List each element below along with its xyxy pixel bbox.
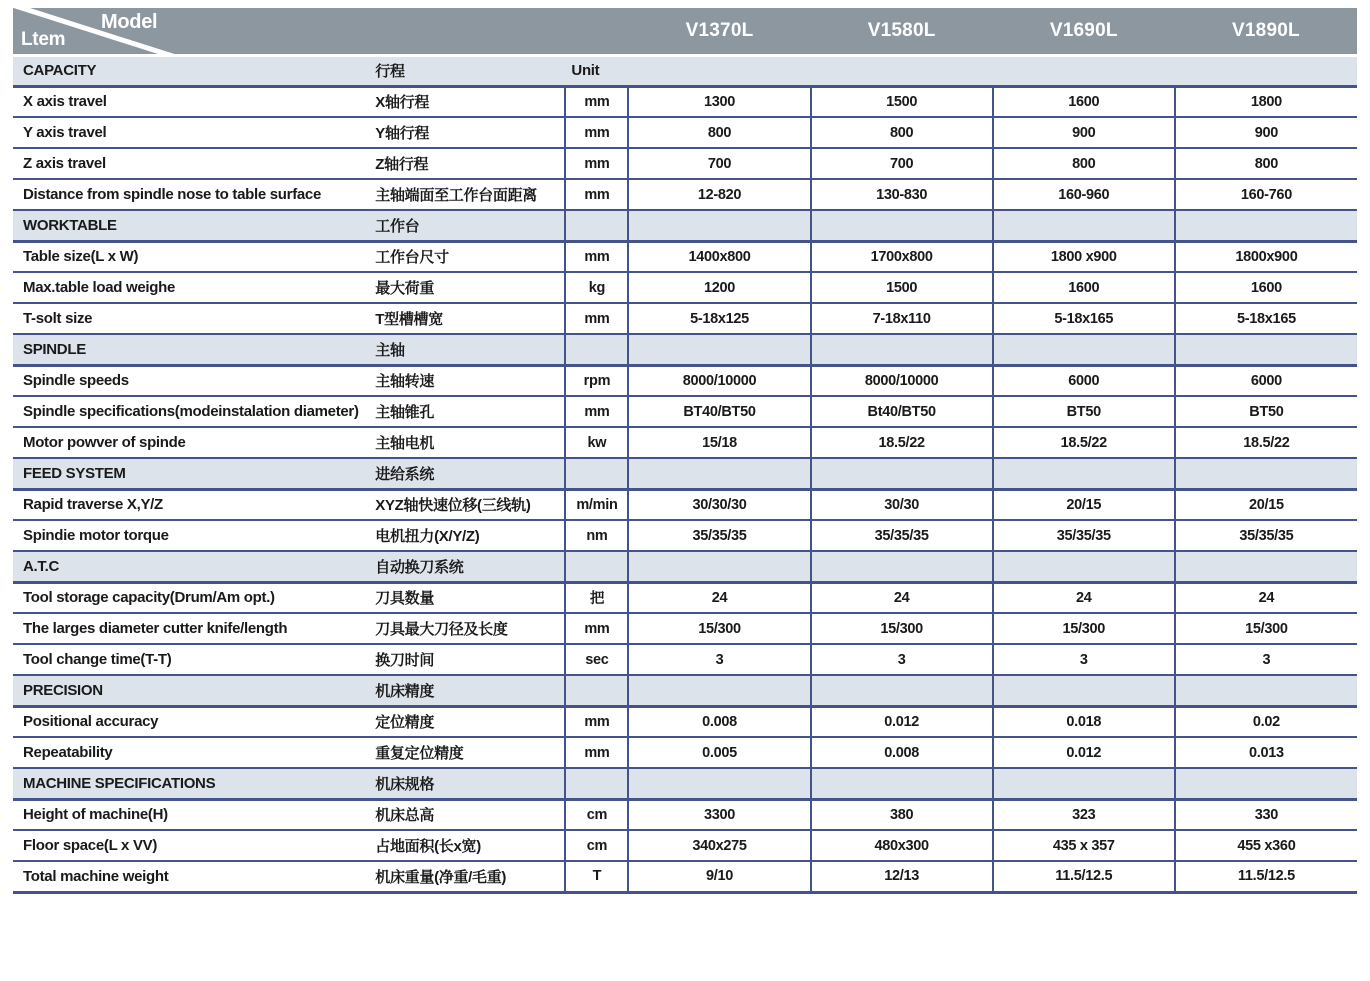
section-empty-cell bbox=[1175, 55, 1357, 86]
row-label-en: Total machine weight bbox=[13, 861, 375, 892]
unit-cell: m/min bbox=[565, 489, 628, 520]
table-row bbox=[13, 241, 1357, 272]
value-cell: 160-960 bbox=[993, 179, 1175, 210]
value-cell: 1300 bbox=[628, 86, 810, 117]
section-header-row bbox=[13, 768, 1357, 799]
section-empty-cell bbox=[628, 551, 810, 582]
table-row bbox=[13, 644, 1357, 675]
value-cell: 480x300 bbox=[811, 830, 993, 861]
section-empty-cell bbox=[993, 334, 1175, 365]
unit-cell: cm bbox=[565, 799, 628, 830]
unit-cell: mm bbox=[565, 117, 628, 148]
value-cell: 1800 bbox=[1175, 86, 1357, 117]
table-row bbox=[13, 148, 1357, 179]
value-cell: BT50 bbox=[1175, 396, 1357, 427]
row-label-en: Spindle specifications(modeinstalation diameter) bbox=[13, 396, 375, 427]
value-cell: 0.013 bbox=[1175, 737, 1357, 768]
model-header-row bbox=[13, 8, 1357, 55]
value-cell: 380 bbox=[811, 799, 993, 830]
section-empty-cell bbox=[811, 458, 993, 489]
section-header-row bbox=[13, 458, 1357, 489]
section-title-en: CAPACITY bbox=[13, 55, 375, 86]
value-cell: 700 bbox=[628, 148, 810, 179]
table-row bbox=[13, 272, 1357, 303]
value-cell: 1600 bbox=[1175, 272, 1357, 303]
section-empty-cell bbox=[1175, 334, 1357, 365]
corner-item-label: Ltem bbox=[21, 28, 66, 50]
unit-cell: mm bbox=[565, 179, 628, 210]
value-cell: 18.5/22 bbox=[993, 427, 1175, 458]
row-label-en: Repeatability bbox=[13, 737, 375, 768]
section-empty-cell bbox=[811, 210, 993, 241]
value-cell: 0.018 bbox=[993, 706, 1175, 737]
value-cell: 800 bbox=[628, 117, 810, 148]
unit-cell: nm bbox=[565, 520, 628, 551]
value-cell: 35/35/35 bbox=[993, 520, 1175, 551]
unit-header bbox=[565, 210, 628, 241]
row-label-en: Distance from spindle nose to table surface bbox=[13, 179, 375, 210]
value-cell: 0.012 bbox=[993, 737, 1175, 768]
value-cell: 1800 x900 bbox=[993, 241, 1175, 272]
value-cell: 330 bbox=[1175, 799, 1357, 830]
section-title-zh: 工作台 bbox=[375, 210, 565, 241]
section-empty-cell bbox=[1175, 551, 1357, 582]
row-label-zh: 刀具数量 bbox=[375, 582, 565, 613]
row-label-zh: 定位精度 bbox=[375, 706, 565, 737]
section-empty-cell bbox=[993, 551, 1175, 582]
table-row bbox=[13, 830, 1357, 861]
table-row bbox=[13, 520, 1357, 551]
section-title-zh: 自动换刀系统 bbox=[375, 551, 565, 582]
row-label-zh: Z轴行程 bbox=[375, 148, 565, 179]
row-label-zh: 主轴转速 bbox=[375, 365, 565, 396]
value-cell: 5-18x165 bbox=[993, 303, 1175, 334]
section-empty-cell bbox=[993, 55, 1175, 86]
row-label-zh: 主轴端面至工作台面距离 bbox=[375, 179, 565, 210]
value-cell: 1700x800 bbox=[811, 241, 993, 272]
value-cell: 3 bbox=[1175, 644, 1357, 675]
section-empty-cell bbox=[811, 551, 993, 582]
table-row bbox=[13, 737, 1357, 768]
value-cell: 1800x900 bbox=[1175, 241, 1357, 272]
table-row bbox=[13, 427, 1357, 458]
value-cell: 18.5/22 bbox=[811, 427, 993, 458]
unit-cell: rpm bbox=[565, 365, 628, 396]
value-cell: 35/35/35 bbox=[811, 520, 993, 551]
row-label-zh: 机床总高 bbox=[375, 799, 565, 830]
unit-header bbox=[565, 458, 628, 489]
value-cell: Bt40/BT50 bbox=[811, 396, 993, 427]
section-title-zh: 主轴 bbox=[375, 334, 565, 365]
row-label-zh: 电机扭力(X/Y/Z) bbox=[375, 520, 565, 551]
model-header: V1370L bbox=[628, 8, 810, 55]
table-row bbox=[13, 582, 1357, 613]
table-row bbox=[13, 706, 1357, 737]
section-title-en: WORKTABLE bbox=[13, 210, 375, 241]
section-empty-cell bbox=[628, 458, 810, 489]
value-cell: 15/300 bbox=[811, 613, 993, 644]
section-title-zh: 机床规格 bbox=[375, 768, 565, 799]
unit-cell: mm bbox=[565, 737, 628, 768]
value-cell: 800 bbox=[993, 148, 1175, 179]
section-title-en: FEED SYSTEM bbox=[13, 458, 375, 489]
row-label-en: Motor powver of spinde bbox=[13, 427, 375, 458]
value-cell: 35/35/35 bbox=[1175, 520, 1357, 551]
table-row bbox=[13, 117, 1357, 148]
value-cell: 8000/10000 bbox=[628, 365, 810, 396]
section-empty-cell bbox=[628, 768, 810, 799]
value-cell: 130-830 bbox=[811, 179, 993, 210]
section-empty-cell bbox=[811, 768, 993, 799]
row-label-en: Max.table load weighe bbox=[13, 272, 375, 303]
value-cell: 20/15 bbox=[1175, 489, 1357, 520]
section-empty-cell bbox=[1175, 458, 1357, 489]
section-empty-cell bbox=[811, 55, 993, 86]
value-cell: 12/13 bbox=[811, 861, 993, 892]
value-cell: 323 bbox=[993, 799, 1175, 830]
row-label-en: Spindie motor torque bbox=[13, 520, 375, 551]
value-cell: 0.02 bbox=[1175, 706, 1357, 737]
row-label-en: T-solt size bbox=[13, 303, 375, 334]
row-label-en: Tool change time(T-T) bbox=[13, 644, 375, 675]
section-header-row bbox=[13, 675, 1357, 706]
value-cell: 700 bbox=[811, 148, 993, 179]
value-cell: 20/15 bbox=[993, 489, 1175, 520]
section-title-zh: 机床精度 bbox=[375, 675, 565, 706]
unit-cell: mm bbox=[565, 241, 628, 272]
value-cell: 18.5/22 bbox=[1175, 427, 1357, 458]
section-empty-cell bbox=[628, 334, 810, 365]
value-cell: 3 bbox=[628, 644, 810, 675]
row-label-zh: 主轴电机 bbox=[375, 427, 565, 458]
value-cell: 9/10 bbox=[628, 861, 810, 892]
row-label-en: Tool storage capacity(Drum/Am opt.) bbox=[13, 582, 375, 613]
model-header: V1580L bbox=[811, 8, 993, 55]
section-title-zh: 行程 bbox=[375, 55, 565, 86]
row-label-zh: 刀具最大刀径及长度 bbox=[375, 613, 565, 644]
unit-header bbox=[565, 334, 628, 365]
section-empty-cell bbox=[993, 210, 1175, 241]
section-title-zh: 进给系统 bbox=[375, 458, 565, 489]
row-label-zh: 重复定位精度 bbox=[375, 737, 565, 768]
row-label-en: The larges diameter cutter knife/length bbox=[13, 613, 375, 644]
value-cell: 0.005 bbox=[628, 737, 810, 768]
table-row bbox=[13, 489, 1357, 520]
row-label-zh: 工作台尺寸 bbox=[375, 241, 565, 272]
row-label-en: Floor space(L x VV) bbox=[13, 830, 375, 861]
section-header-row bbox=[13, 334, 1357, 365]
table-row bbox=[13, 396, 1357, 427]
value-cell: 8000/10000 bbox=[811, 365, 993, 396]
value-cell: 900 bbox=[1175, 117, 1357, 148]
section-empty-cell bbox=[993, 675, 1175, 706]
unit-header bbox=[565, 768, 628, 799]
value-cell: 15/300 bbox=[628, 613, 810, 644]
row-label-zh: 机床重量(净重/毛重) bbox=[375, 861, 565, 892]
table-row bbox=[13, 365, 1357, 396]
row-label-en: Z axis travel bbox=[13, 148, 375, 179]
section-empty-cell bbox=[811, 675, 993, 706]
section-header-row bbox=[13, 55, 1357, 86]
value-cell: 0.008 bbox=[628, 706, 810, 737]
row-label-zh: 占地面积(长x宽) bbox=[375, 830, 565, 861]
section-title-en: PRECISION bbox=[13, 675, 375, 706]
section-empty-cell bbox=[628, 675, 810, 706]
value-cell: 0.012 bbox=[811, 706, 993, 737]
value-cell: 35/35/35 bbox=[628, 520, 810, 551]
section-title-en: SPINDLE bbox=[13, 334, 375, 365]
row-label-zh: 换刀时间 bbox=[375, 644, 565, 675]
unit-cell: mm bbox=[565, 706, 628, 737]
section-title-en: MACHINE SPECIFICATIONS bbox=[13, 768, 375, 799]
unit-cell: sec bbox=[565, 644, 628, 675]
section-empty-cell bbox=[1175, 675, 1357, 706]
section-empty-cell bbox=[811, 334, 993, 365]
section-empty-cell bbox=[993, 768, 1175, 799]
unit-header bbox=[565, 675, 628, 706]
row-label-en: X axis travel bbox=[13, 86, 375, 117]
corner-cell bbox=[13, 8, 628, 55]
unit-header bbox=[565, 551, 628, 582]
section-title-en: A.T.C bbox=[13, 551, 375, 582]
table-row bbox=[13, 613, 1357, 644]
row-label-zh: XYZ轴快速位移(三线轨) bbox=[375, 489, 565, 520]
row-label-en: Y axis travel bbox=[13, 117, 375, 148]
value-cell: 800 bbox=[811, 117, 993, 148]
section-header-row bbox=[13, 551, 1357, 582]
section-empty-cell bbox=[1175, 210, 1357, 241]
section-empty-cell bbox=[628, 55, 810, 86]
section-empty-cell bbox=[993, 458, 1175, 489]
value-cell: 11.5/12.5 bbox=[1175, 861, 1357, 892]
value-cell: 3300 bbox=[628, 799, 810, 830]
unit-cell: mm bbox=[565, 613, 628, 644]
value-cell: 1600 bbox=[993, 86, 1175, 117]
table-row bbox=[13, 799, 1357, 830]
value-cell: 30/30 bbox=[811, 489, 993, 520]
value-cell: BT50 bbox=[993, 396, 1175, 427]
table-row bbox=[13, 861, 1357, 892]
value-cell: 1500 bbox=[811, 272, 993, 303]
value-cell: 160-760 bbox=[1175, 179, 1357, 210]
value-cell: 3 bbox=[993, 644, 1175, 675]
section-empty-cell bbox=[628, 210, 810, 241]
row-label-en: Table size(L x W) bbox=[13, 241, 375, 272]
unit-cell: mm bbox=[565, 86, 628, 117]
value-cell: 15/18 bbox=[628, 427, 810, 458]
value-cell: 11.5/12.5 bbox=[993, 861, 1175, 892]
unit-cell: cm bbox=[565, 830, 628, 861]
value-cell: 6000 bbox=[1175, 365, 1357, 396]
value-cell: 455 x360 bbox=[1175, 830, 1357, 861]
row-label-en: Positional accuracy bbox=[13, 706, 375, 737]
value-cell: 24 bbox=[628, 582, 810, 613]
row-label-zh: 主轴锥孔 bbox=[375, 396, 565, 427]
value-cell: 15/300 bbox=[993, 613, 1175, 644]
unit-cell: 把 bbox=[565, 582, 628, 613]
value-cell: 5-18x165 bbox=[1175, 303, 1357, 334]
spec-table bbox=[13, 8, 1357, 894]
row-label-zh: Y轴行程 bbox=[375, 117, 565, 148]
model-header: V1690L bbox=[993, 8, 1175, 55]
value-cell: BT40/BT50 bbox=[628, 396, 810, 427]
table-row bbox=[13, 86, 1357, 117]
unit-cell: mm bbox=[565, 303, 628, 334]
value-cell: 0.008 bbox=[811, 737, 993, 768]
table-row bbox=[13, 303, 1357, 334]
value-cell: 30/30/30 bbox=[628, 489, 810, 520]
section-header-row bbox=[13, 210, 1357, 241]
unit-cell: T bbox=[565, 861, 628, 892]
unit-cell: kg bbox=[565, 272, 628, 303]
value-cell: 435 x 357 bbox=[993, 830, 1175, 861]
value-cell: 15/300 bbox=[1175, 613, 1357, 644]
value-cell: 1500 bbox=[811, 86, 993, 117]
corner-model-label: Model bbox=[101, 11, 158, 33]
unit-cell: mm bbox=[565, 396, 628, 427]
value-cell: 12-820 bbox=[628, 179, 810, 210]
unit-header: Unit bbox=[565, 55, 628, 86]
value-cell: 1200 bbox=[628, 272, 810, 303]
value-cell: 7-18x110 bbox=[811, 303, 993, 334]
section-empty-cell bbox=[1175, 768, 1357, 799]
value-cell: 24 bbox=[1175, 582, 1357, 613]
row-label-zh: 最大荷重 bbox=[375, 272, 565, 303]
value-cell: 3 bbox=[811, 644, 993, 675]
row-label-zh: X轴行程 bbox=[375, 86, 565, 117]
value-cell: 1600 bbox=[993, 272, 1175, 303]
unit-cell: kw bbox=[565, 427, 628, 458]
row-label-en: Rapid traverse X,Y/Z bbox=[13, 489, 375, 520]
row-label-zh: T型槽槽宽 bbox=[375, 303, 565, 334]
value-cell: 24 bbox=[811, 582, 993, 613]
row-label-en: Height of machine(H) bbox=[13, 799, 375, 830]
value-cell: 6000 bbox=[993, 365, 1175, 396]
value-cell: 24 bbox=[993, 582, 1175, 613]
row-label-en: Spindle speeds bbox=[13, 365, 375, 396]
value-cell: 800 bbox=[1175, 148, 1357, 179]
model-header: V1890L bbox=[1175, 8, 1357, 55]
unit-cell: mm bbox=[565, 148, 628, 179]
value-cell: 340x275 bbox=[628, 830, 810, 861]
table-row bbox=[13, 179, 1357, 210]
value-cell: 5-18x125 bbox=[628, 303, 810, 334]
value-cell: 900 bbox=[993, 117, 1175, 148]
value-cell: 1400x800 bbox=[628, 241, 810, 272]
